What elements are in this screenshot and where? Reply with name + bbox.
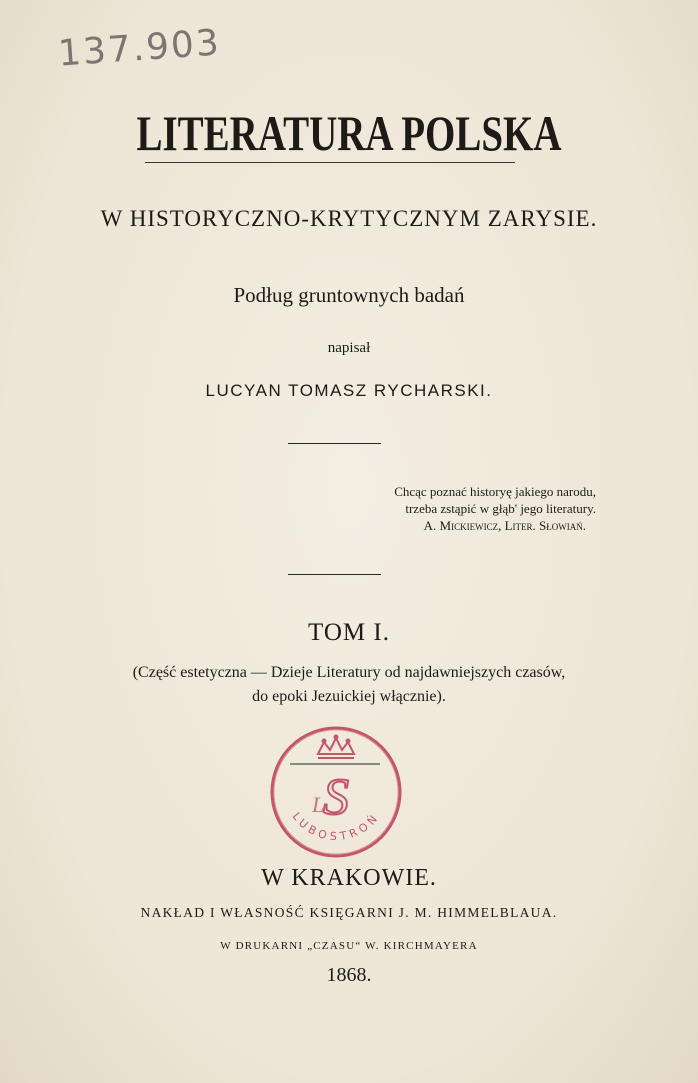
title-underline — [145, 162, 515, 163]
wrote-line: napisał — [327, 340, 371, 356]
volume-label: TOM I. — [308, 619, 390, 646]
publication-place: W KRAKOWIE. — [261, 865, 437, 891]
divider-top — [288, 443, 381, 444]
library-stamp — [268, 724, 404, 860]
book-title: LITERATURA POLSKA — [136, 105, 562, 161]
volume-description-line-2: do epoki Jezuickiej włącznie). — [252, 688, 446, 705]
motto-line-2: trzeba zstąpić w głąb' jego literatury. — [405, 501, 596, 516]
according-to-line: Podług gruntownych badań — [233, 283, 465, 307]
author-name: LUCYAN TOMASZ RYCHARSKI. — [205, 381, 493, 400]
motto-attribution: A. Mickiewicz, Liter. Słowiań. — [423, 518, 586, 533]
volume-description-line-1: (Część estetyczna — Dzieje Literatury od najdawniejszych czasów, — [132, 664, 566, 681]
printer-line: W DRUKARNI „CZASU“ W. KIRCHMAYERA — [220, 940, 478, 952]
svg-text:L: L — [312, 792, 325, 817]
publisher-line: NAKŁAD I WŁASNOŚĆ KSIĘGARNI J. M. HIMMELBLAUA. — [140, 905, 558, 920]
motto-line-1: Chcąc poznać historyę jakiego narodu, — [394, 484, 596, 499]
handwritten-shelfmark: 137.903 — [56, 22, 223, 75]
monogram-icon: S — [323, 769, 349, 826]
book-subtitle: W HISTORYCZNO-KRYTYCZNYM ZARYSIE. — [100, 206, 598, 231]
publication-year: 1868. — [326, 964, 372, 986]
stamp-text: LUBOSTROŃ — [289, 809, 383, 844]
divider-bottom — [288, 574, 381, 575]
